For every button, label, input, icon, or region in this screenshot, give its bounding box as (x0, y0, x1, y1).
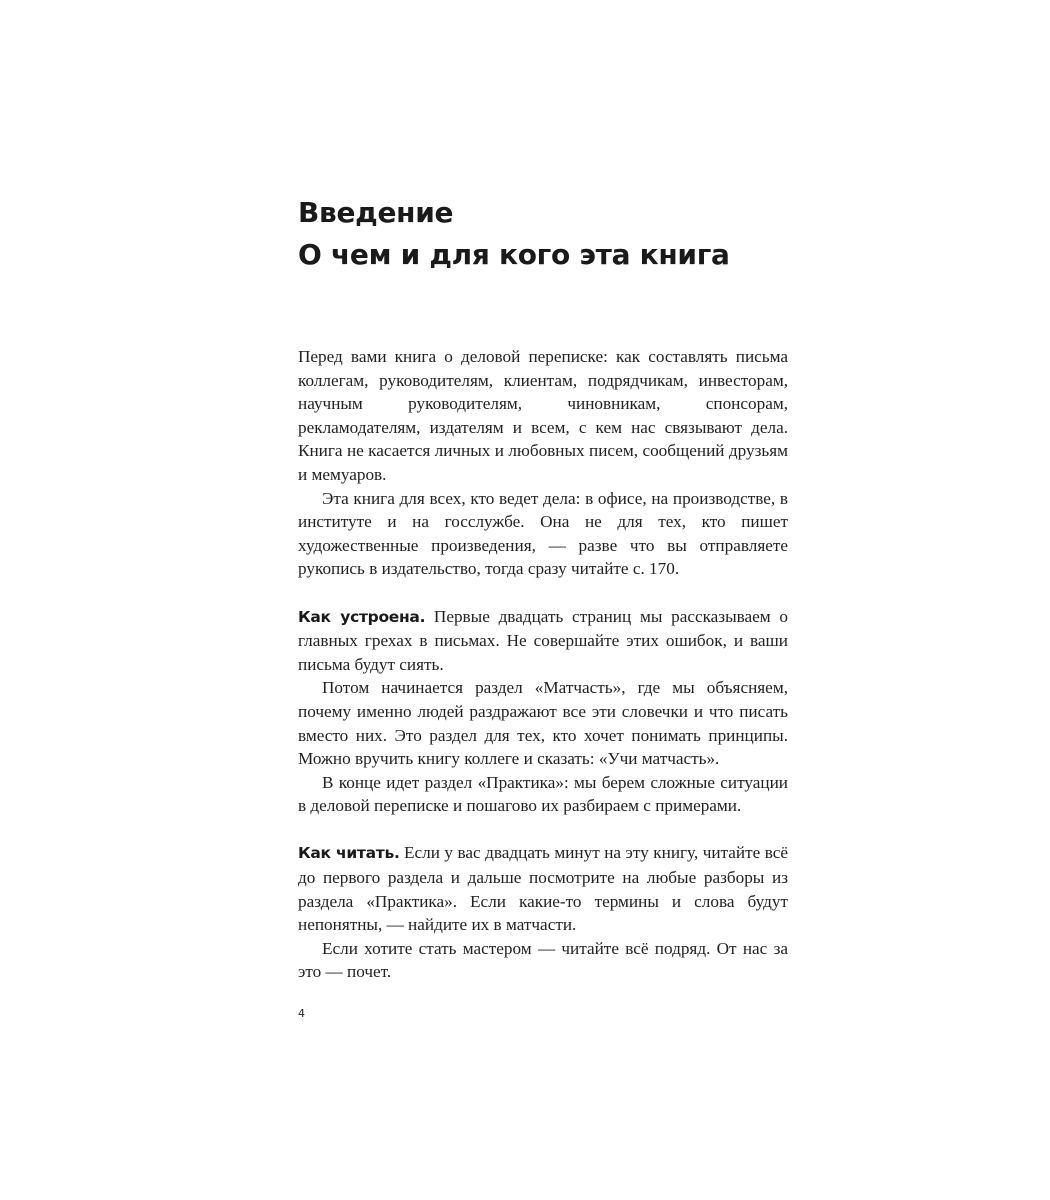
reading-section (298, 841, 788, 984)
reading-paragraph-1-text: Если у вас двадцать минут на эту книгу, читайте всё до первого раздела и дальше посмотрите на любые разборы из раздела «Практика». Если какие-то термины и слова будут непонятны, — найдите их в матчасти. (298, 843, 788, 935)
intro-paragraph-2: Эта книга для всех, кто ведет дела: в офисе, на производстве, в институте и на госслужбе. Она не для тех, кто пишет художественные произведения, — разве что вы отправляете рукопись в издательство, тогда сразу читайте с. 170. (298, 488, 788, 579)
structure-paragraph-1-text: Первые двадцать страниц мы рассказываем о главных грехах в письмах. Не совершайте этих ошибок, и ваши письма будут сиять. (298, 606, 788, 674)
structure-section (298, 605, 788, 818)
structure-lead: Как устроена. (298, 607, 426, 626)
page-number: 4 (298, 1007, 305, 1020)
page-title (298, 192, 790, 276)
book-page (298, 0, 790, 1200)
reading-paragraph-2: Если хотите стать мастером — читайте всё подряд. От нас за это — почет. (298, 938, 788, 982)
reading-paragraph-1 (298, 841, 788, 936)
intro-section (298, 345, 788, 581)
structure-paragraph-2: Потом начинается раздел «Матчасть», где мы объясняем, почему именно людей раздражают все эти словечки и что писать вместо них. Это раздел для тех, кто хочет понимать принципы. Можно вручить книгу коллеге и сказать: «Учи матчасть». (298, 678, 788, 769)
structure-paragraph-1 (298, 605, 788, 677)
body-text (298, 345, 788, 984)
intro-paragraph-1: Перед вами книга о деловой переписке: как составлять письма коллегам, руководителям, клиентам, подрядчикам, инвесторам, научным руководителям, чиновникам, спонсорам, рекламодателям, издателям и всем, с кем нас связывают дела. Книга не касается личных и любовных писем, сообщений друзьям и мемуаров. (298, 347, 788, 484)
structure-paragraph-3: В конце идет раздел «Практика»: мы берем сложные ситуации в деловой переписке и пошагово их разбираем с примерами. (298, 772, 788, 816)
title-line-introduction: Введение (298, 196, 454, 229)
reading-lead: Как читать. (298, 844, 400, 863)
title-line-subtitle: О чем и для кого эта книга (298, 238, 730, 271)
